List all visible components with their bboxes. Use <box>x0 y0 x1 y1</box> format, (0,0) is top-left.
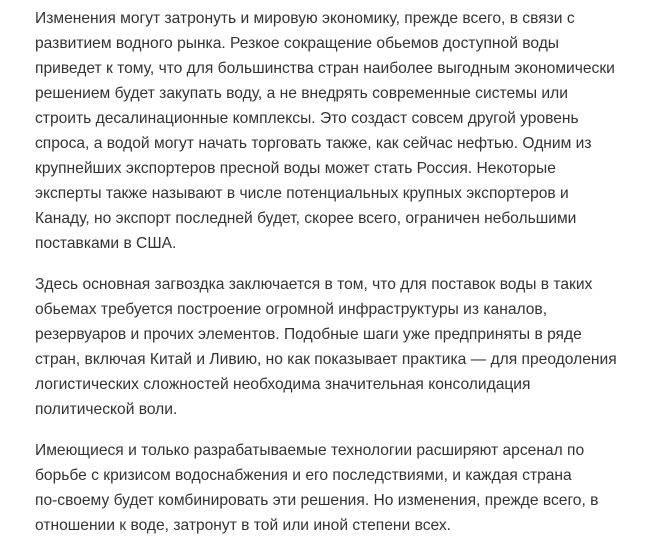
paragraph-3 <box>35 438 645 538</box>
text-line: строить десалинационные комплексы. Это создаст совсем другой уровень <box>35 110 579 127</box>
text-line: Изменения могут затронуть и мировую экономику, прежде всего, в связи с <box>35 10 575 27</box>
text-line: эксперты также называют в числе потенциальных крупных экспортеров и <box>35 185 569 202</box>
text-line: резервуаров и прочих элементов. Подобные шаги уже предприняты в ряде <box>35 326 582 343</box>
text-line: приведет к тому, что для большинства стран наиболее выгодным экономически <box>35 60 615 77</box>
paragraph-1 <box>35 6 645 256</box>
text-line: поставками в США. <box>35 235 177 252</box>
text-line: логистических сложностей необходима значительная консолидация <box>35 376 531 393</box>
text-line: политической воли. <box>35 401 178 418</box>
text-line: по-своему будет комбинировать эти решения. Но изменения, прежде всего, в <box>35 492 599 509</box>
text-line: борьбе с кризисом водоснабжения и его последствиями, и каждая страна <box>35 467 572 484</box>
text-line: Здесь основная загвоздка заключается в том, что для поставок воды в таких <box>35 276 593 293</box>
text-line: спроса, а водой могут начать торговать также, как сейчас нефтью. Одним из <box>35 135 592 152</box>
text-line: отношении к воде, затронут в той или иной степени всех. <box>35 517 451 534</box>
paragraph-2 <box>35 272 645 422</box>
text-line: Канаду, но экспорт последней будет, скорее всего, ограничен небольшими <box>35 210 577 227</box>
text-line: решением будет закупать воду, а не внедрять современные системы или <box>35 85 568 102</box>
text-line: развитием водного рынка. Резкое сокращение обьемов доступной воды <box>35 35 560 52</box>
text-line: крупнейших экспортеров пресной воды может стать Россия. Некоторые <box>35 160 556 177</box>
text-line: обьемах требуется построение огромной инфраструктуры из каналов, <box>35 301 548 318</box>
text-line: Имеющиеся и только разрабатываемые технологии расширяют арсенал по <box>35 442 585 459</box>
text-line: стран, включая Китай и Ливию, но как показывает практика — для преодоления <box>35 351 617 368</box>
